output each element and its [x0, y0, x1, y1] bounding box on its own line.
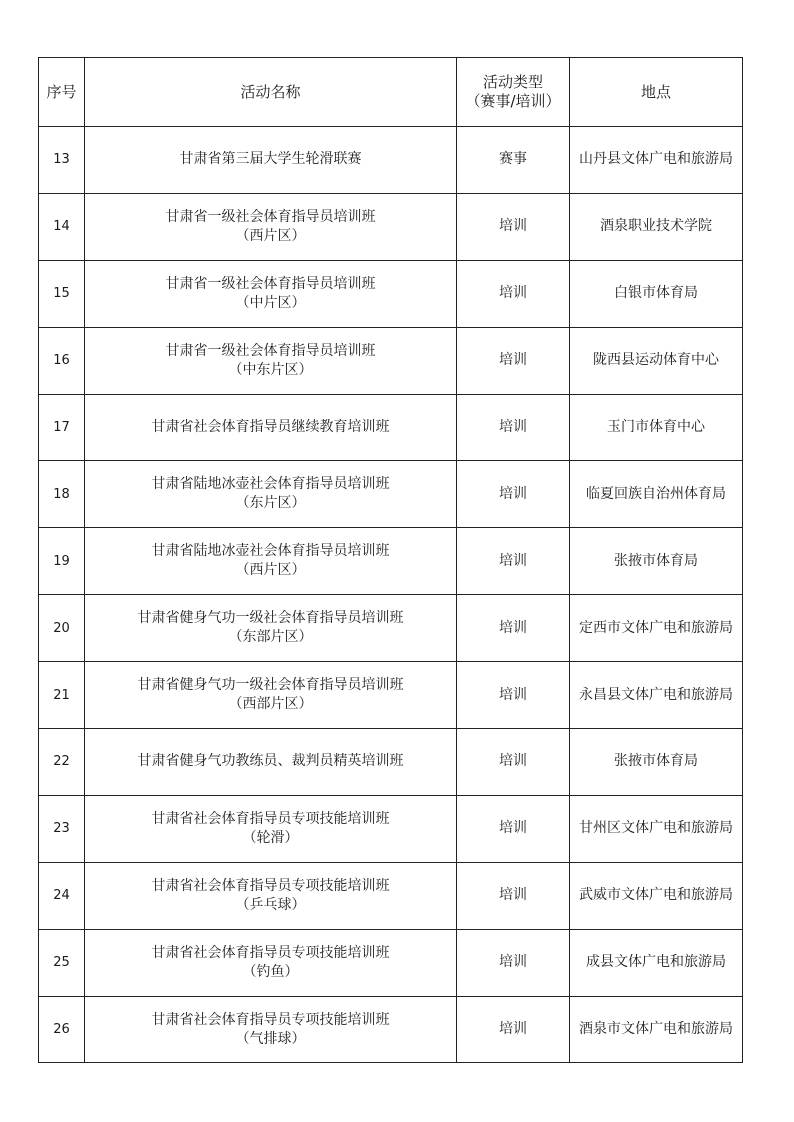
cell-location: 临夏回族自治州体育局: [570, 461, 743, 528]
activity-region-line: （中东片区）: [228, 361, 313, 378]
cell-no: 14: [39, 193, 85, 260]
cell-activity-name: [85, 795, 457, 862]
cell-activity-type: 培训: [457, 662, 570, 729]
activity-name-line: 甘肃省健身气功一级社会体育指导员培训班: [137, 610, 404, 627]
table-row: [39, 461, 743, 528]
cell-location: 定西市文体广电和旅游局: [570, 595, 743, 662]
activity-table: [38, 57, 743, 1063]
activity-region-line: （东片区）: [235, 495, 306, 512]
cell-location: 玉门市体育中心: [570, 394, 743, 461]
table-row: [39, 260, 743, 327]
activity-name-line: 甘肃省陆地冰壶社会体育指导员培训班: [151, 543, 390, 560]
cell-activity-name: [85, 595, 457, 662]
activity-name-line: 甘肃省社会体育指导员专项技能培训班: [151, 877, 390, 894]
activity-region-line: （乒乓球）: [235, 896, 306, 913]
cell-activity-type: 培训: [457, 795, 570, 862]
cell-no: 13: [39, 127, 85, 194]
table-row: [39, 862, 743, 929]
cell-activity-type: 培训: [457, 862, 570, 929]
cell-location: 成县文体广电和旅游局: [570, 929, 743, 996]
cell-location: 甘州区文体广电和旅游局: [570, 795, 743, 862]
table-row: [39, 127, 743, 194]
cell-location: 山丹县文体广电和旅游局: [570, 127, 743, 194]
activity-region-line: （东部片区）: [228, 629, 313, 646]
cell-activity-name: [85, 461, 457, 528]
table-row: [39, 394, 743, 461]
cell-location: 陇西县运动体育中心: [570, 327, 743, 394]
activity-name-line: 甘肃省健身气功一级社会体育指导员培训班: [137, 677, 404, 694]
cell-activity-type: 培训: [457, 729, 570, 796]
activity-name-line: 甘肃省健身气功教练员、裁判员精英培训班: [137, 753, 404, 770]
table-row: [39, 528, 743, 595]
header-place: 地点: [570, 58, 743, 127]
cell-activity-name: [85, 193, 457, 260]
activity-region-line: （钓鱼）: [242, 963, 299, 980]
cell-no: 21: [39, 662, 85, 729]
cell-no: 24: [39, 862, 85, 929]
activity-name-line: 甘肃省社会体育指导员继续教育培训班: [151, 419, 390, 435]
activity-name-line: 甘肃省社会体育指导员专项技能培训班: [151, 944, 390, 961]
table-header-row: [39, 58, 743, 127]
cell-location: 白银市体育局: [570, 260, 743, 327]
cell-location: 酒泉职业技术学院: [570, 193, 743, 260]
cell-no: 15: [39, 260, 85, 327]
cell-location: 酒泉市文体广电和旅游局: [570, 996, 743, 1063]
table-body: [39, 127, 743, 1063]
activity-name-line: 甘肃省社会体育指导员专项技能培训班: [151, 810, 390, 827]
activity-name-line: 甘肃省一级社会体育指导员培训班: [165, 208, 376, 225]
activity-region-line: （西片区）: [235, 227, 306, 244]
cell-location: 张掖市体育局: [570, 729, 743, 796]
cell-activity-type: 培训: [457, 193, 570, 260]
cell-activity-type: 培训: [457, 461, 570, 528]
activity-name-line: 甘肃省社会体育指导员专项技能培训班: [151, 1011, 390, 1028]
activity-region-line: （中片区）: [235, 294, 306, 311]
cell-no: 23: [39, 795, 85, 862]
table-row: [39, 193, 743, 260]
cell-activity-type: 培训: [457, 394, 570, 461]
cell-activity-name: [85, 729, 457, 796]
cell-activity-type: 培训: [457, 260, 570, 327]
cell-activity-name: [85, 327, 457, 394]
cell-activity-name: [85, 127, 457, 194]
cell-activity-type: 培训: [457, 595, 570, 662]
cell-location: 武威市文体广电和旅游局: [570, 862, 743, 929]
cell-activity-name: [85, 662, 457, 729]
cell-activity-name: [85, 394, 457, 461]
cell-no: 20: [39, 595, 85, 662]
header-type-line1: 活动类型: [482, 73, 543, 91]
cell-activity-type: 培训: [457, 528, 570, 595]
cell-activity-type: 赛事: [457, 127, 570, 194]
activity-name-line: 甘肃省一级社会体育指导员培训班: [165, 342, 376, 359]
cell-no: 16: [39, 327, 85, 394]
cell-activity-type: 培训: [457, 929, 570, 996]
cell-activity-name: [85, 862, 457, 929]
header-name: 活动名称: [85, 58, 457, 127]
header-type: [457, 58, 570, 127]
cell-no: 22: [39, 729, 85, 796]
activity-name-line: 甘肃省一级社会体育指导员培训班: [165, 275, 376, 292]
cell-no: 18: [39, 461, 85, 528]
cell-no: 17: [39, 394, 85, 461]
cell-activity-name: [85, 929, 457, 996]
activity-region-line: （气排球）: [235, 1030, 306, 1047]
cell-no: 25: [39, 929, 85, 996]
cell-activity-name: [85, 528, 457, 595]
cell-location: 张掖市体育局: [570, 528, 743, 595]
activity-region-line: （西片区）: [235, 562, 306, 579]
table-row: [39, 795, 743, 862]
activity-name-line: 甘肃省陆地冰壶社会体育指导员培训班: [151, 476, 390, 493]
cell-activity-type: 培训: [457, 996, 570, 1063]
table-row: [39, 929, 743, 996]
activity-region-line: （轮滑）: [242, 829, 299, 846]
header-type-line2: （赛事/培训）: [465, 92, 561, 110]
cell-location: 永昌县文体广电和旅游局: [570, 662, 743, 729]
cell-no: 26: [39, 996, 85, 1063]
cell-activity-name: [85, 260, 457, 327]
table-row: [39, 595, 743, 662]
cell-no: 19: [39, 528, 85, 595]
cell-activity-name: [85, 996, 457, 1063]
table-row: [39, 662, 743, 729]
activity-name-line: 甘肃省第三届大学生轮滑联赛: [179, 151, 362, 168]
activity-region-line: （西部片区）: [228, 696, 313, 713]
table-row: [39, 729, 743, 796]
table-row: [39, 327, 743, 394]
table-row: [39, 996, 743, 1063]
cell-activity-type: 培训: [457, 327, 570, 394]
header-no: 序号: [39, 58, 85, 127]
